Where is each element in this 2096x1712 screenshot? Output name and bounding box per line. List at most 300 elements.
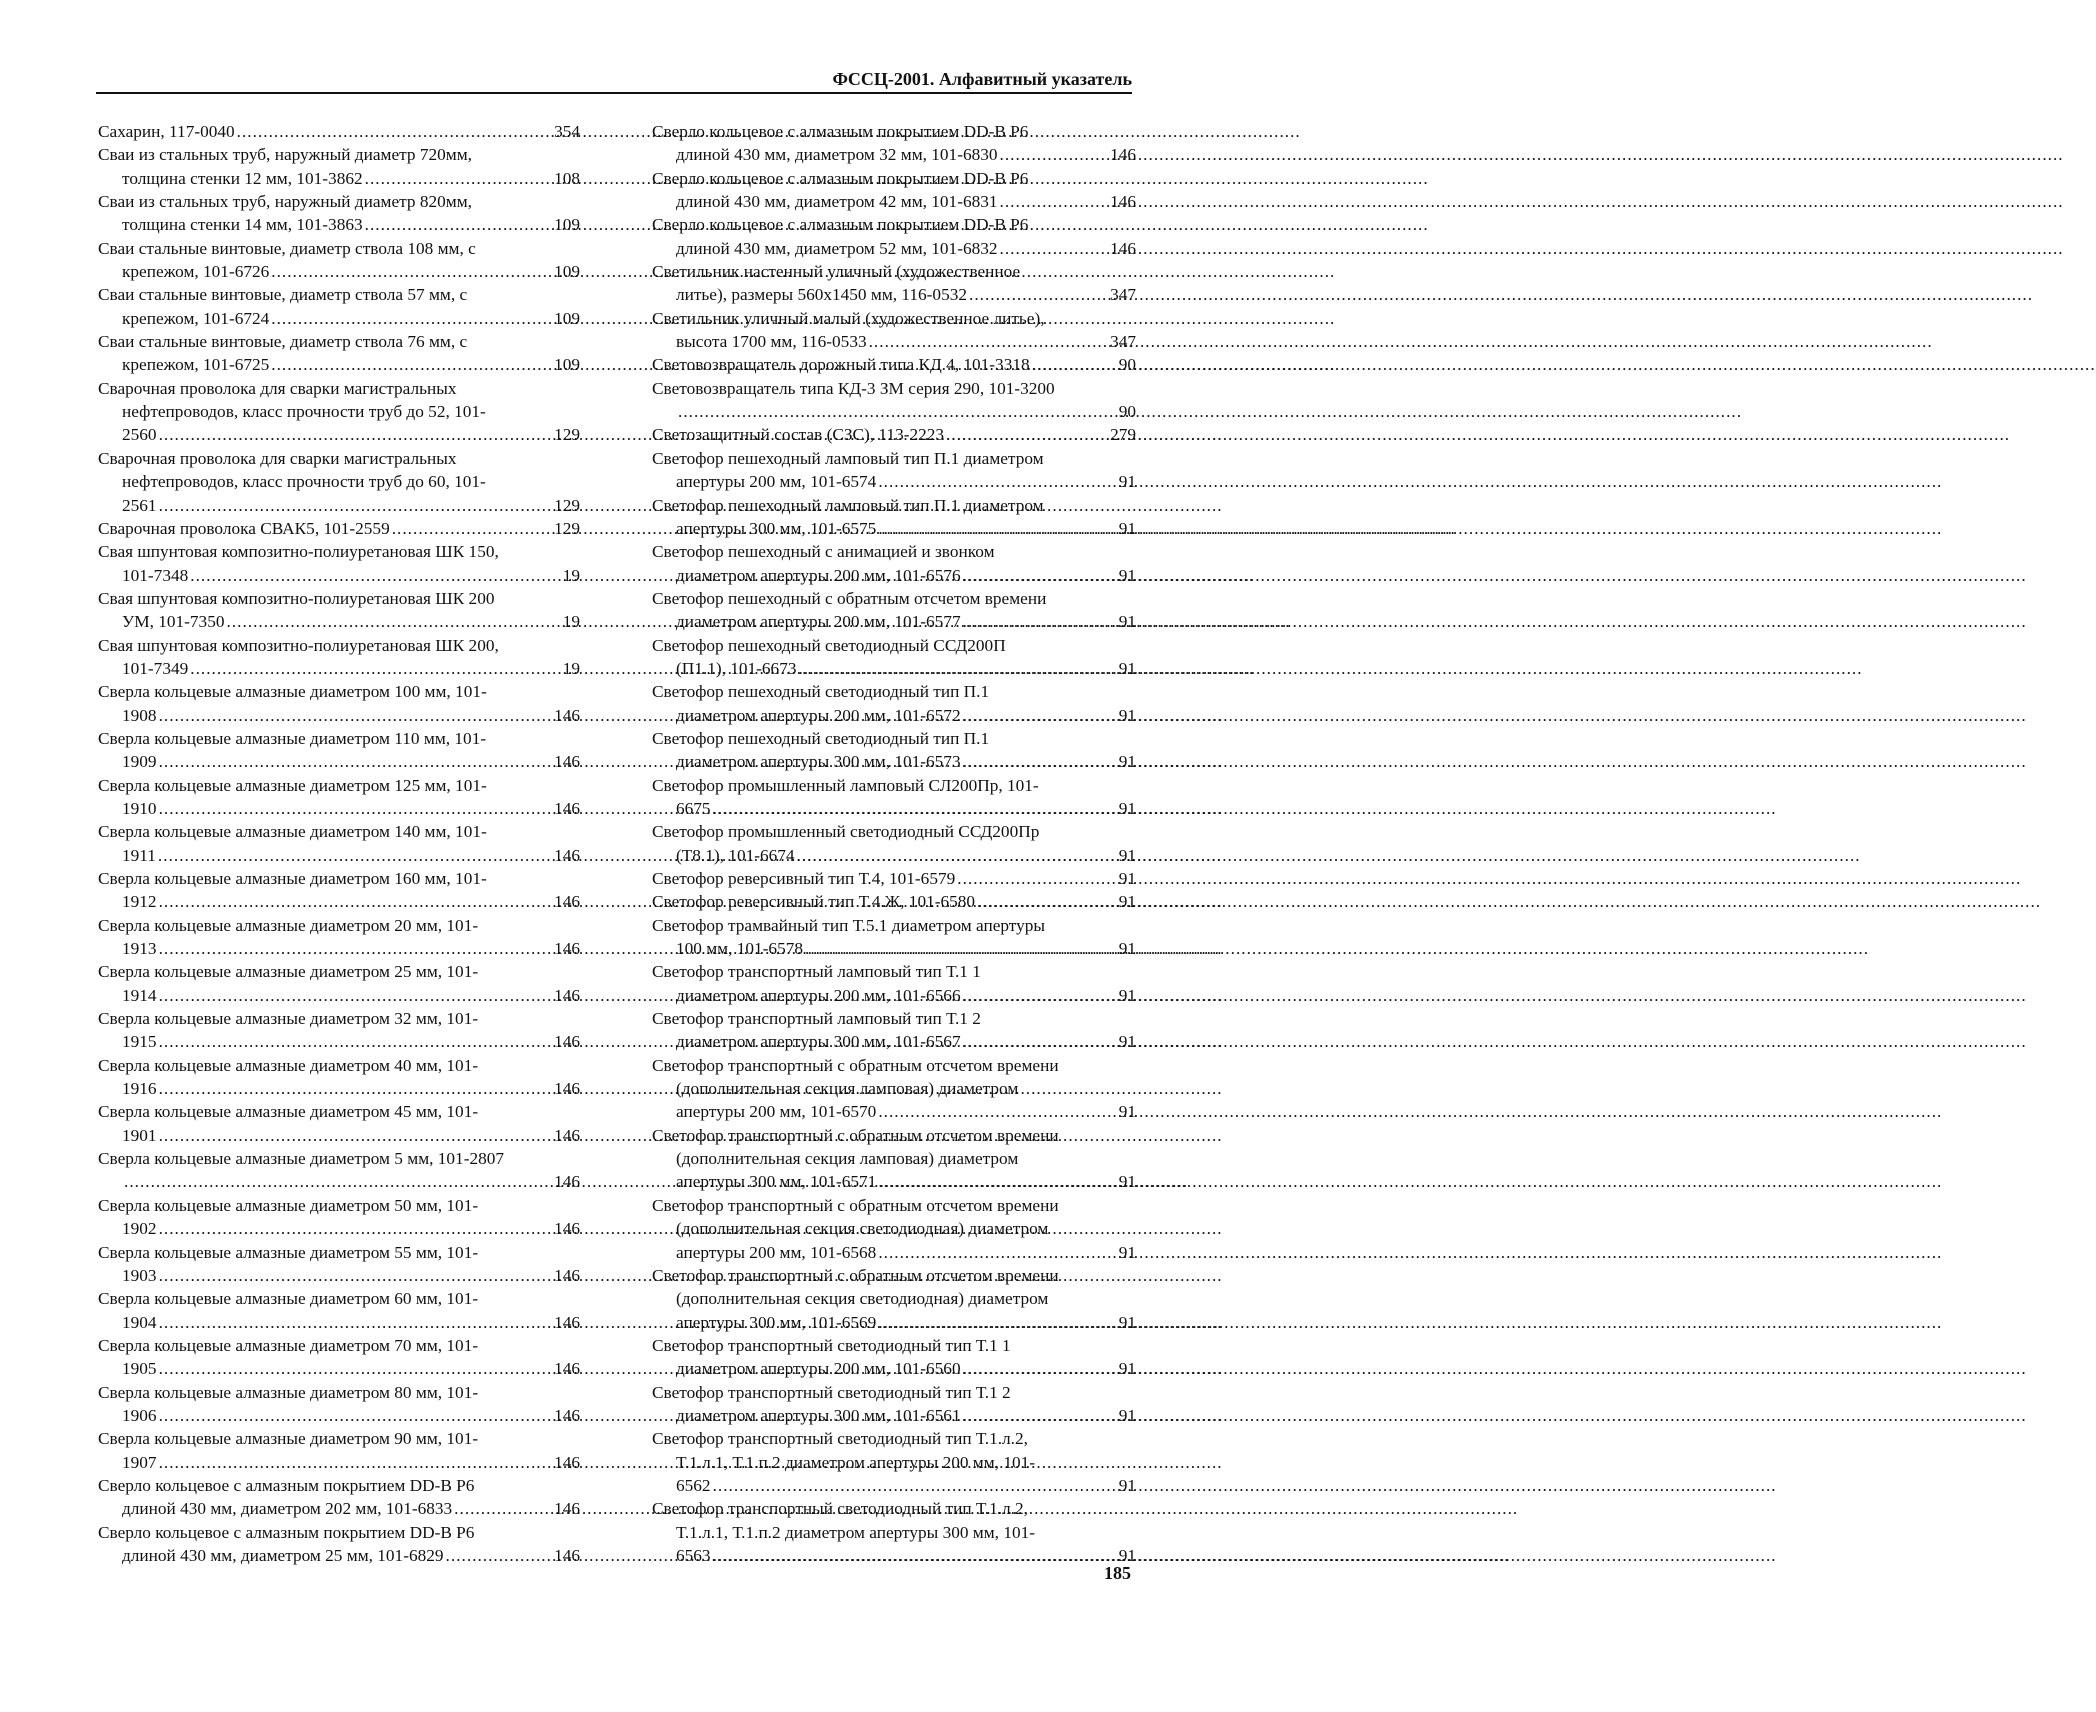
entry-leader-line <box>98 937 580 960</box>
index-entry <box>98 447 580 517</box>
entry-leader-line <box>98 1451 580 1474</box>
entry-leader-line <box>98 1357 580 1380</box>
entry-last-line: апертуры 300 мм, 101-6575 <box>676 518 877 538</box>
entry-page-ref: 91 <box>1118 1102 1136 1122</box>
index-entry <box>98 237 580 284</box>
entry-text-line: Свая шпунтовая композитно-полиуретановая ШК 200 <box>98 588 495 608</box>
entry-page-ref: 129 <box>554 425 580 445</box>
entry-text-line: нефтепроводов, класс прочности труб до 60, 101- <box>122 472 486 492</box>
index-entry <box>98 1474 580 1521</box>
index-entry <box>652 423 1136 446</box>
entry-leader-line <box>652 1311 1136 1334</box>
entry-leader-line <box>652 797 1136 820</box>
entry-text-line: Сверла кольцевые алмазные диаметром 32 мм, 101- <box>98 1009 479 1029</box>
entry-last-line: 1914 <box>122 985 157 1005</box>
index-entry <box>652 1007 1136 1054</box>
entry-leader-line <box>98 353 580 376</box>
entry-leader-line <box>652 704 1136 727</box>
index-entry <box>98 190 580 237</box>
entry-last-line: 1901 <box>122 1125 157 1145</box>
entry-page-ref: 146 <box>554 1359 580 1379</box>
entry-leader-line <box>652 564 1136 587</box>
entry-leader-line <box>98 1311 580 1334</box>
entry-page-ref: 146 <box>554 1545 580 1565</box>
index-entry <box>652 1124 1136 1194</box>
entry-last-line: диаметром апертуры 300 мм, 101-6567 <box>676 1032 961 1052</box>
index-entry <box>98 1427 580 1474</box>
entry-last-line: 1908 <box>122 705 157 725</box>
entry-page-ref: 91 <box>1118 892 1136 912</box>
index-entry <box>98 727 580 774</box>
entry-text-line: Сверла кольцевые алмазные диаметром 20 мм, 101- <box>98 915 479 935</box>
entry-page-ref: 91 <box>1118 869 1136 888</box>
entry-page-ref: 146 <box>554 1032 580 1052</box>
entry-last-line: (П1.1), 101-6673 <box>676 658 797 678</box>
entry-leader-line <box>652 517 1136 540</box>
entry-page-ref: 19 <box>562 565 580 585</box>
entry-page-ref: 91 <box>1118 1242 1136 1262</box>
entry-last-line: 1905 <box>122 1359 157 1379</box>
entry-last-line: высота 1700 мм, 116-0533 <box>676 332 867 352</box>
index-entry <box>98 1054 580 1101</box>
entry-text-line: Сваи стальные винтовые, диаметр ствола 57 мм, с <box>98 285 468 305</box>
entry-text-line: Светофор пешеходный с анимацией и звонком <box>652 542 995 562</box>
entry-last-line: 1912 <box>122 892 157 912</box>
entry-last-line: длиной 430 мм, диаметром 42 мм, 101-6831 <box>676 192 998 212</box>
index-entry <box>652 1334 1136 1381</box>
entry-leader-line <box>652 1170 1136 1193</box>
entry-last-line: 6675 <box>676 798 711 818</box>
entry-page-ref: 146 <box>554 1452 580 1472</box>
entry-page-ref: 91 <box>1118 1405 1136 1425</box>
index-entry <box>652 1264 1136 1334</box>
dot-leader <box>678 400 1117 423</box>
dot-leader <box>963 984 1117 1007</box>
entry-last-line: 1909 <box>122 752 157 772</box>
entry-page-ref: 146 <box>554 939 580 959</box>
entry-last-line: крепежом, 101-6726 <box>122 262 270 282</box>
entry-page-ref: 91 <box>1118 705 1136 725</box>
entry-leader-line <box>652 1100 1136 1123</box>
entry-page-ref: 146 <box>554 845 580 865</box>
entry-last-line: 1913 <box>122 939 157 959</box>
entry-leader-line <box>98 564 580 587</box>
entry-text-line: Светофор транспортный ламповый тип Т.1 2 <box>652 1009 981 1029</box>
entry-last-line: Светозащитный состав (СЗС), 113-2223 <box>652 425 945 445</box>
index-entry <box>652 1427 1136 1497</box>
entry-leader-line <box>652 867 1136 890</box>
entry-leader-line <box>652 890 1136 913</box>
page-number: 185 <box>1104 1563 1131 1583</box>
index-entry <box>652 540 1136 587</box>
entry-page-ref: 146 <box>554 985 580 1005</box>
entry-page-ref: 91 <box>1118 939 1136 959</box>
dot-leader <box>963 1404 1117 1427</box>
index-entry <box>98 377 580 447</box>
entry-page-ref: 146 <box>554 1265 580 1285</box>
entry-page-ref: 91 <box>1118 1312 1136 1332</box>
entry-last-line: 1906 <box>122 1405 157 1425</box>
entry-page-ref: 108 <box>554 168 580 188</box>
entry-text-line: Сверла кольцевые алмазные диаметром 60 мм, 101- <box>98 1289 479 1309</box>
entry-page-ref: 146 <box>1110 238 1136 258</box>
entry-leader-line <box>652 1030 1136 1053</box>
entry-text-line: Сверло кольцевое с алмазным покрытием DD-B P6 <box>98 1475 475 1495</box>
entry-text-line: Сваи из стальных труб, наружный диаметр 720мм, <box>98 145 472 165</box>
index-entry <box>652 867 1136 890</box>
index-entry <box>98 960 580 1007</box>
entry-text-line: Сваи стальные винтовые, диаметр ствола 108 мм, с <box>98 238 476 258</box>
entry-last-line: длиной 430 мм, диаметром 32 мм, 101-6830 <box>676 145 998 165</box>
entry-text-line: Светофор пешеходный ламповый тип П.1 диаметром <box>652 495 1044 515</box>
entry-last-line: Световозвращатель дорожный типа КД 4, 101-3318 <box>652 355 1030 375</box>
entry-last-line: Сварочная проволока СВАК5, 101-2559 <box>98 518 390 538</box>
entry-text-line: Светофор транспортный с обратным отсчетом времени <box>652 1195 1059 1215</box>
index-entry <box>98 820 580 867</box>
entry-text-line: Сверла кольцевые алмазные диаметром 70 мм, 101- <box>98 1335 479 1355</box>
dot-leader <box>159 1357 553 1380</box>
entry-last-line: 1910 <box>122 798 157 818</box>
entry-last-line: толщина стенки 14 мм, 101-3863 <box>122 215 363 235</box>
entry-last-line: Светофор реверсивный тип Т.4.Ж, 101-6580 <box>652 892 976 912</box>
entry-last-line: апертуры 200 мм, 101-6568 <box>676 1242 877 1262</box>
entry-page-ref: 91 <box>1118 1172 1136 1192</box>
dot-leader <box>869 330 1108 353</box>
dot-leader <box>713 797 1117 820</box>
entry-page-ref: 90 <box>1118 402 1136 422</box>
index-entry <box>98 1007 580 1054</box>
entry-page-ref: 19 <box>562 658 580 678</box>
entry-page-ref: 347 <box>1110 285 1136 305</box>
dot-leader <box>159 1264 553 1287</box>
index-entry <box>652 120 1136 167</box>
entry-text-line: Светильник настенный уличный (художественное <box>652 262 1021 282</box>
entry-text-line: Сверла кольцевые алмазные диаметром 125 мм, 101- <box>98 775 487 795</box>
entry-last-line: диаметром апертуры 200 мм, 101-6566 <box>676 985 961 1005</box>
index-entry <box>652 167 1136 214</box>
dot-leader <box>159 1311 553 1334</box>
dot-leader <box>878 1311 1116 1334</box>
entry-leader-line <box>652 143 1136 166</box>
dot-leader <box>1000 237 1109 260</box>
entry-page-ref: 91 <box>1118 1475 1136 1495</box>
dot-leader <box>271 260 552 283</box>
entry-page-ref: 146 <box>1110 192 1136 212</box>
entry-last-line: апертуры 200 мм, 101-6574 <box>676 472 877 492</box>
entry-leader-line <box>652 1357 1136 1380</box>
entry-last-line: Светофор реверсивный тип Т.4, 101-6579 <box>652 869 956 888</box>
entry-last-line: апертуры 300 мм, 101-6569 <box>676 1312 877 1332</box>
entry-page-ref: 146 <box>1110 145 1136 165</box>
index-entry <box>652 820 1136 867</box>
entry-leader-line <box>98 1077 580 1100</box>
entry-last-line: апертуры 300 мм, 101-6571 <box>676 1172 877 1192</box>
dot-leader <box>878 1170 1116 1193</box>
dot-leader <box>878 1100 1116 1123</box>
entry-text-line: Светофор транспортный светодиодный тип Т.1.л.2, <box>652 1429 1028 1449</box>
dot-leader <box>392 517 552 540</box>
index-entry <box>652 1054 1136 1124</box>
entry-page-ref: 146 <box>554 798 580 818</box>
dot-leader <box>1032 353 1117 376</box>
index-entry <box>652 260 1136 307</box>
dot-leader <box>159 494 553 517</box>
dot-leader <box>963 1030 1117 1053</box>
index-entry <box>98 1521 580 1568</box>
entry-leader-line <box>652 330 1136 353</box>
entry-text-line: Светофор транспортный светодиодный тип Т.1 1 <box>652 1335 1011 1355</box>
index-entry <box>652 634 1136 681</box>
entry-leader-line <box>98 1264 580 1287</box>
entry-last-line: диаметром апертуры 200 мм, 101-6576 <box>676 565 961 585</box>
index-entry <box>98 330 580 377</box>
entry-text-line: нефтепроводов, класс прочности труб до 52, 101- <box>122 402 486 422</box>
entry-text-line: (дополнительная секция ламповая) диаметром <box>676 1079 1019 1099</box>
entry-leader-line <box>98 260 580 283</box>
entry-last-line: 1911 <box>122 845 156 865</box>
index-entry <box>652 960 1136 1007</box>
entry-leader-line <box>652 423 1136 446</box>
index-entry <box>98 867 580 914</box>
entry-leader-line <box>652 190 1136 213</box>
index-entry <box>98 517 580 540</box>
entry-last-line: длиной 430 мм, диаметром 52 мм, 101-6832 <box>676 238 998 258</box>
entry-page-ref: 146 <box>554 1312 580 1332</box>
entry-page-ref: 146 <box>554 1125 580 1145</box>
dot-leader <box>237 120 552 143</box>
dot-leader <box>963 610 1117 633</box>
dot-leader <box>1000 190 1109 213</box>
entry-leader-line <box>98 423 580 446</box>
entry-leader-line <box>98 984 580 1007</box>
index-entry <box>652 914 1136 961</box>
entry-text-line: (дополнительная секция светодиодная) диаметром <box>676 1289 1049 1309</box>
entry-last-line: длиной 430 мм, диаметром 202 мм, 101-6833 <box>122 1499 453 1519</box>
entry-text-line: Свая шпунтовая композитно-полиуретановая ШК 200, <box>98 635 499 655</box>
entry-text-line: Светофор промышленный ламповый СЛ200Пр, 101- <box>652 775 1039 795</box>
entry-last-line: Сахарин, 117-0040 <box>98 122 235 141</box>
entry-text-line: Светофор транспортный светодиодный тип Т.1 2 <box>652 1382 1011 1402</box>
entry-page-ref: 146 <box>554 892 580 912</box>
entry-text-line: Сверла кольцевые алмазные диаметром 5 мм, 101-2807 <box>98 1149 505 1169</box>
entry-last-line: крепежом, 101-6724 <box>122 308 270 328</box>
entry-last-line: литье), размеры 560x1450 мм, 116-0532 <box>676 285 967 305</box>
index-entry <box>98 540 580 587</box>
index-entry <box>98 680 580 727</box>
dot-leader <box>963 1357 1117 1380</box>
index-entry <box>98 1381 580 1428</box>
entry-page-ref: 91 <box>1118 518 1136 538</box>
entry-text-line: Светофор пешеходный светодиодный тип П.1 <box>652 682 990 702</box>
dot-leader <box>159 1077 553 1100</box>
entry-page-ref: 91 <box>1118 612 1136 632</box>
index-entry <box>652 353 1136 376</box>
dot-leader <box>963 564 1117 587</box>
entry-page-ref: 90 <box>1118 355 1136 375</box>
entry-text-line: Сваи из стальных труб, наружный диаметр 820мм, <box>98 192 472 212</box>
dot-leader <box>226 610 560 633</box>
entry-leader-line <box>98 1497 580 1520</box>
entry-page-ref: 91 <box>1118 1032 1136 1052</box>
dot-leader <box>946 423 1108 446</box>
index-entry <box>652 680 1136 727</box>
entry-leader-line <box>652 470 1136 493</box>
entry-leader-line <box>652 283 1136 306</box>
entry-leader-line <box>98 213 580 236</box>
entry-page-ref: 146 <box>554 1405 580 1425</box>
index-entry <box>98 143 580 190</box>
entry-text-line: Т.1.л.1, Т.1.п.2 диаметром апертуры 200 мм, 101- <box>676 1452 1035 1472</box>
index-entry <box>98 1147 580 1194</box>
entry-text-line: Сверла кольцевые алмазные диаметром 140 мм, 101- <box>98 822 487 842</box>
entry-last-line: 1916 <box>122 1079 157 1099</box>
entry-leader-line <box>98 890 580 913</box>
entry-text-line: Сверла кольцевые алмазные диаметром 45 мм, 101- <box>98 1102 479 1122</box>
dot-leader <box>878 1241 1116 1264</box>
dot-leader <box>454 1497 552 1520</box>
entry-last-line: диаметром апертуры 300 мм, 101-6561 <box>676 1405 961 1425</box>
index-entry <box>652 307 1136 354</box>
entry-text-line: Светофор пешеходный светодиодный тип П.1 <box>652 728 990 748</box>
entry-page-ref: 129 <box>554 518 580 538</box>
index-entry <box>98 1334 580 1381</box>
entry-page-ref: 109 <box>554 355 580 375</box>
entry-text-line: Сваи стальные винтовые, диаметр ствола 76 мм, с <box>98 332 468 352</box>
entry-last-line: 6562 <box>676 1475 711 1495</box>
dot-leader <box>713 1474 1117 1497</box>
entry-text-line: Светофор трамвайный тип Т.5.1 диаметром апертуры <box>652 915 1046 935</box>
entry-leader-line <box>98 797 580 820</box>
entry-leader-line <box>652 1404 1136 1427</box>
entry-text-line: Сверла кольцевые алмазные диаметром 80 мм, 101- <box>98 1382 479 1402</box>
entry-text-line: Сверло кольцевое с алмазным покрытием DD-B P6 <box>652 122 1029 141</box>
index-entry <box>98 1241 580 1288</box>
entry-last-line: крепежом, 101-6725 <box>122 355 270 375</box>
entry-last-line: 101-7348 <box>122 565 189 585</box>
entry-leader-line <box>652 237 1136 260</box>
entry-text-line: Т.1.л.1, Т.1.п.2 диаметром апертуры 300 мм, 101- <box>676 1522 1035 1542</box>
dot-leader <box>798 657 1116 680</box>
dot-leader <box>878 470 1116 493</box>
entry-last-line: диаметром апертуры 200 мм, 101-6560 <box>676 1359 961 1379</box>
entry-leader-line <box>652 750 1136 773</box>
index-entry <box>98 283 580 330</box>
entry-leader-line <box>98 1030 580 1053</box>
entry-page-ref: 146 <box>554 1172 580 1192</box>
dot-leader <box>797 844 1117 867</box>
entry-leader-line <box>98 750 580 773</box>
entry-leader-line <box>98 167 580 190</box>
entry-text-line: Сверло кольцевое с алмазным покрытием DD-B P6 <box>652 215 1029 235</box>
index-entry <box>652 890 1136 913</box>
index-entry <box>652 774 1136 821</box>
entry-page-ref: 91 <box>1118 472 1136 492</box>
entry-leader-line <box>652 353 1136 376</box>
entry-text-line: Сверло кольцевое с алмазным покрытием DD-B P6 <box>652 168 1029 188</box>
entry-page-ref: 129 <box>554 495 580 515</box>
index-entry <box>652 494 1136 541</box>
entry-text-line: Сверла кольцевые алмазные диаметром 25 мм, 101- <box>98 962 479 982</box>
dot-leader <box>159 750 553 773</box>
entry-leader-line <box>98 1217 580 1240</box>
index-entry <box>652 1381 1136 1428</box>
entry-leader-line <box>98 494 580 517</box>
dot-leader <box>159 937 553 960</box>
entry-last-line: диаметром апертуры 200 мм, 101-6577 <box>676 612 961 632</box>
entry-leader-line <box>98 307 580 330</box>
entry-page-ref: 279 <box>1110 425 1136 445</box>
entry-last-line: апертуры 200 мм, 101-6570 <box>676 1102 877 1122</box>
dot-leader <box>159 984 553 1007</box>
index-entry <box>98 1194 580 1241</box>
dot-leader <box>365 213 552 236</box>
index-entry <box>98 1100 580 1147</box>
entry-last-line: 1915 <box>122 1032 157 1052</box>
entry-page-ref: 354 <box>554 122 580 141</box>
entry-text-line: Сверла кольцевые алмазные диаметром 100 мм, 101- <box>98 682 487 702</box>
entry-last-line: диаметром апертуры 200 мм, 101-6572 <box>676 705 961 725</box>
dot-leader <box>159 890 553 913</box>
index-entry <box>98 774 580 821</box>
entry-last-line: УМ, 101-7350 <box>122 612 225 632</box>
running-title: ФССЦ-2001. Алфавитный указатель <box>832 69 1132 89</box>
entry-leader-line <box>98 1124 580 1147</box>
entry-text-line: Светофор транспортный с обратным отсчетом времени <box>652 1265 1059 1285</box>
entry-leader-line <box>652 1544 1136 1567</box>
entry-last-line: (Т8.1), 101-6674 <box>676 845 795 865</box>
dot-leader <box>159 1124 553 1147</box>
index-entry <box>652 1497 1136 1567</box>
entry-text-line: Светофор транспортный светодиодный тип Т.1.л.2, <box>652 1499 1028 1519</box>
index-entry <box>652 213 1136 260</box>
entry-text-line: Свая шпунтовая композитно-полиуретановая ШК 150, <box>98 542 499 562</box>
dot-leader <box>713 1544 1117 1567</box>
entry-last-line: 1904 <box>122 1312 157 1332</box>
entry-last-line: 101-7349 <box>122 658 189 678</box>
dot-leader <box>159 1404 553 1427</box>
index-entry <box>98 914 580 961</box>
dot-leader <box>159 1030 553 1053</box>
index-entry <box>98 1287 580 1334</box>
entry-leader-line <box>98 1544 580 1567</box>
dot-leader <box>969 283 1108 306</box>
entry-page-ref: 19 <box>562 612 580 632</box>
entry-leader-line <box>98 657 580 680</box>
entry-leader-line <box>652 937 1136 960</box>
entry-page-ref: 109 <box>554 262 580 282</box>
entry-page-ref: 109 <box>554 215 580 235</box>
entry-text-line: Световозвращатель типа КД-3 ЗМ серия 290, 101-3200 <box>652 378 1055 398</box>
entry-last-line: 6563 <box>676 1545 711 1565</box>
entry-leader-line <box>98 1404 580 1427</box>
dot-leader <box>124 1170 552 1193</box>
index-entry <box>652 587 1136 634</box>
entry-page-ref: 91 <box>1118 1545 1136 1565</box>
entry-leader-line <box>98 844 580 867</box>
entry-leader-line <box>98 610 580 633</box>
entry-last-line: 2561 <box>122 495 157 515</box>
entry-page-ref: 109 <box>554 308 580 328</box>
entry-text-line: Светофор пешеходный светодиодный ССД200П <box>652 635 1006 655</box>
dot-leader <box>805 937 1117 960</box>
index-column-right <box>652 120 1136 1567</box>
entry-page-ref: 146 <box>554 705 580 725</box>
entry-text-line: Светофор пешеходный с обратным отсчетом времени <box>652 588 1047 608</box>
entry-page-ref: 91 <box>1118 845 1136 865</box>
entry-text-line: (дополнительная секция светодиодная) диаметром <box>676 1219 1049 1239</box>
dot-leader <box>271 307 552 330</box>
entry-leader-line <box>652 610 1136 633</box>
